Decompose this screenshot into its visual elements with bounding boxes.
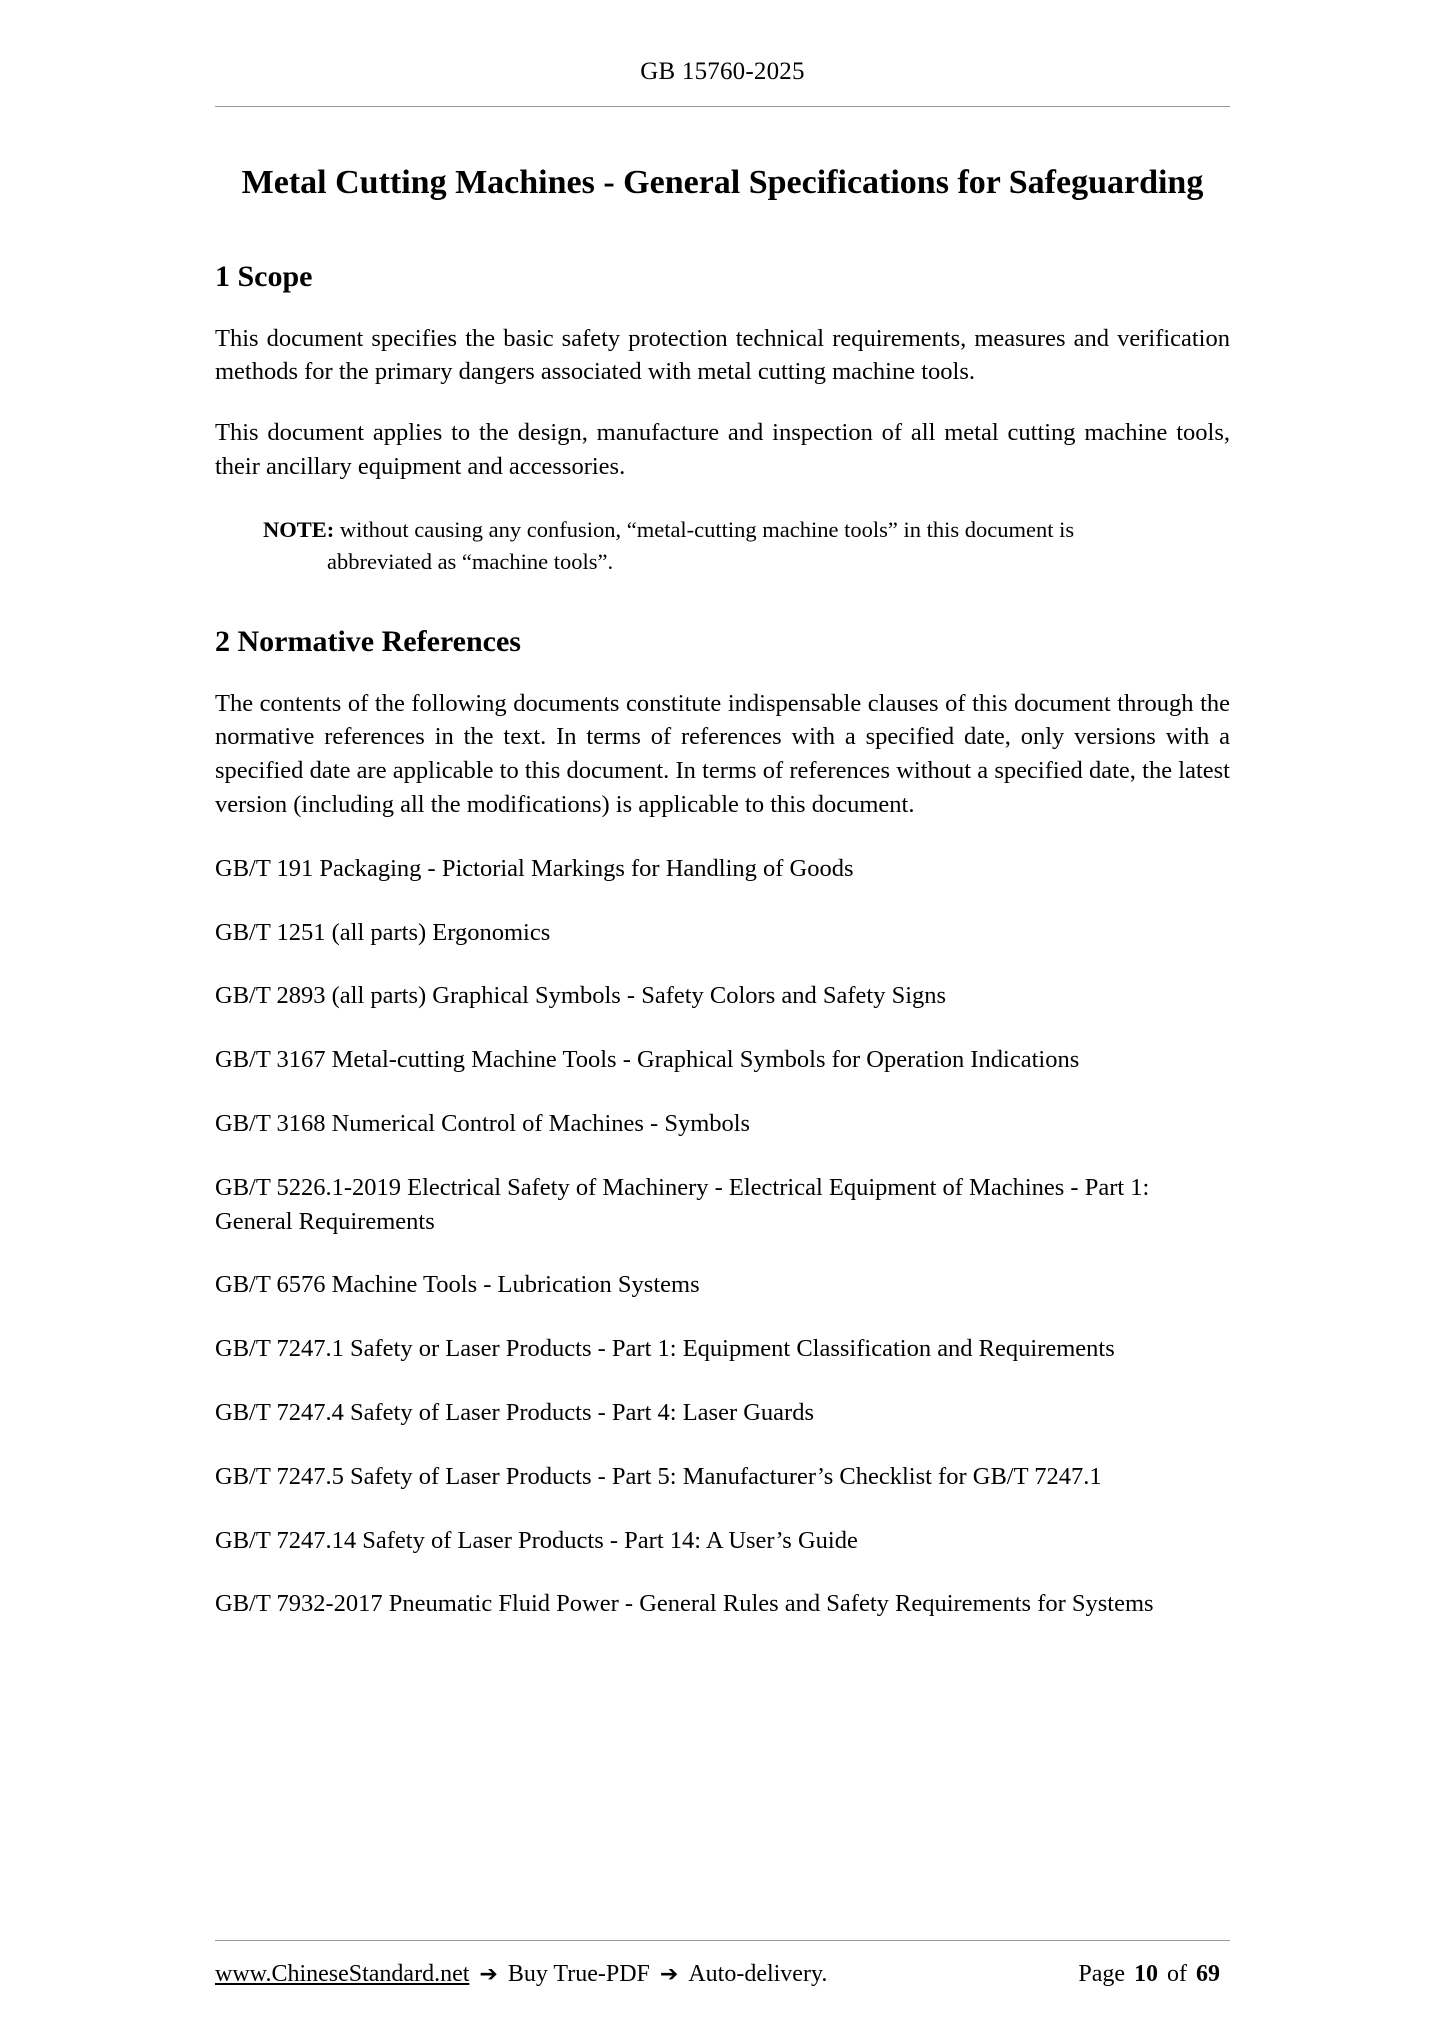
buy-true-pdf-link[interactable]: Buy True-PDF [507, 1961, 650, 1987]
page-header [215, 0, 1230, 107]
section-heading-scope: 1 Scope [215, 259, 313, 293]
section-heading-normative-references: 2 Normative References [215, 624, 521, 658]
reference-item: GB/T 7932-2017 Pneumatic Fluid Power - General Rules and Safety Requirements for Systems [215, 1590, 1154, 1618]
reference-item: GB/T 7247.1 Safety or Laser Products - Part 1: Equipment Classification and Requirements [215, 1335, 1115, 1363]
scope-paragraph-1: This document specifies the basic safety protection technical requirements, measures and verification methods for the primary dangers associated with metal cutting machine tools. [215, 324, 1230, 386]
reference-item: GB/T 2893 (all parts) Graphical Symbols - Safety Colors and Safety Signs [215, 982, 947, 1010]
of-label: of [1167, 1961, 1187, 1987]
reference-item: GB/T 191 Packaging - Pictorial Markings for Handling of Goods [215, 854, 854, 882]
scope-note [215, 484, 1230, 578]
standard-code: GB 15760-2025 [640, 58, 805, 85]
reference-item: GB/T 7247.4 Safety of Laser Products - Part 4: Laser Guards [215, 1398, 814, 1426]
website-link[interactable]: www.ChineseStandard.net [215, 1961, 470, 1987]
reference-item: GB/T 3167 Metal-cutting Machine Tools - Graphical Symbols for Operation Indications [215, 1046, 1080, 1074]
note-text-line2: abbreviated as “machine tools”. [327, 548, 614, 574]
reference-item: GB/T 7247.5 Safety of Laser Products - Part 5: Manufacturer’s Checklist for GB/T 7247.1 [215, 1462, 1102, 1490]
footer-divider [215, 1940, 1230, 1941]
page-title: Metal Cutting Machines - General Specifications for Safeguarding [241, 164, 1204, 201]
arrow-right-icon: ➔ [659, 1962, 679, 1987]
reference-item: GB/T 3168 Numerical Control of Machines - Symbols [215, 1109, 751, 1137]
arrow-right-icon: ➔ [479, 1962, 498, 1987]
scope-paragraph-2: This document applies to the design, manufacture and inspection of all metal cutting machine tools, their ancillary equipment and accessories. [215, 419, 1230, 480]
reference-item: GB/T 5226.1-2019 Electrical Safety of Machinery - Electrical Equipment of Machines - Part 1: General Requirements [215, 1173, 1150, 1235]
page-footer [215, 1940, 1230, 1988]
page-number: 10 [1134, 1961, 1158, 1987]
reference-item: GB/T 6576 Machine Tools - Lubrication Systems [215, 1271, 700, 1299]
note-text: without causing any confusion, “metal-cutting machine tools” in this document is [339, 516, 1075, 542]
page-total: 69 [1196, 1961, 1220, 1987]
page-label: Page [1078, 1961, 1125, 1987]
normative-references-intro: The contents of the following documents constitute indispensable clauses of this document through the normative references in the text. In terms of references with a specified date, only versions with a specified date are applicable to this document. In terms of references without a specified date, the latest version (including all the modifications) is applicable to this document. [215, 689, 1230, 818]
note-label: NOTE: [263, 516, 335, 542]
reference-item: GB/T 7247.14 Safety of Laser Products - Part 14: A User’s Guide [215, 1526, 858, 1554]
auto-delivery-text: Auto-delivery. [688, 1961, 828, 1987]
reference-item: GB/T 1251 (all parts) Ergonomics [215, 918, 551, 946]
